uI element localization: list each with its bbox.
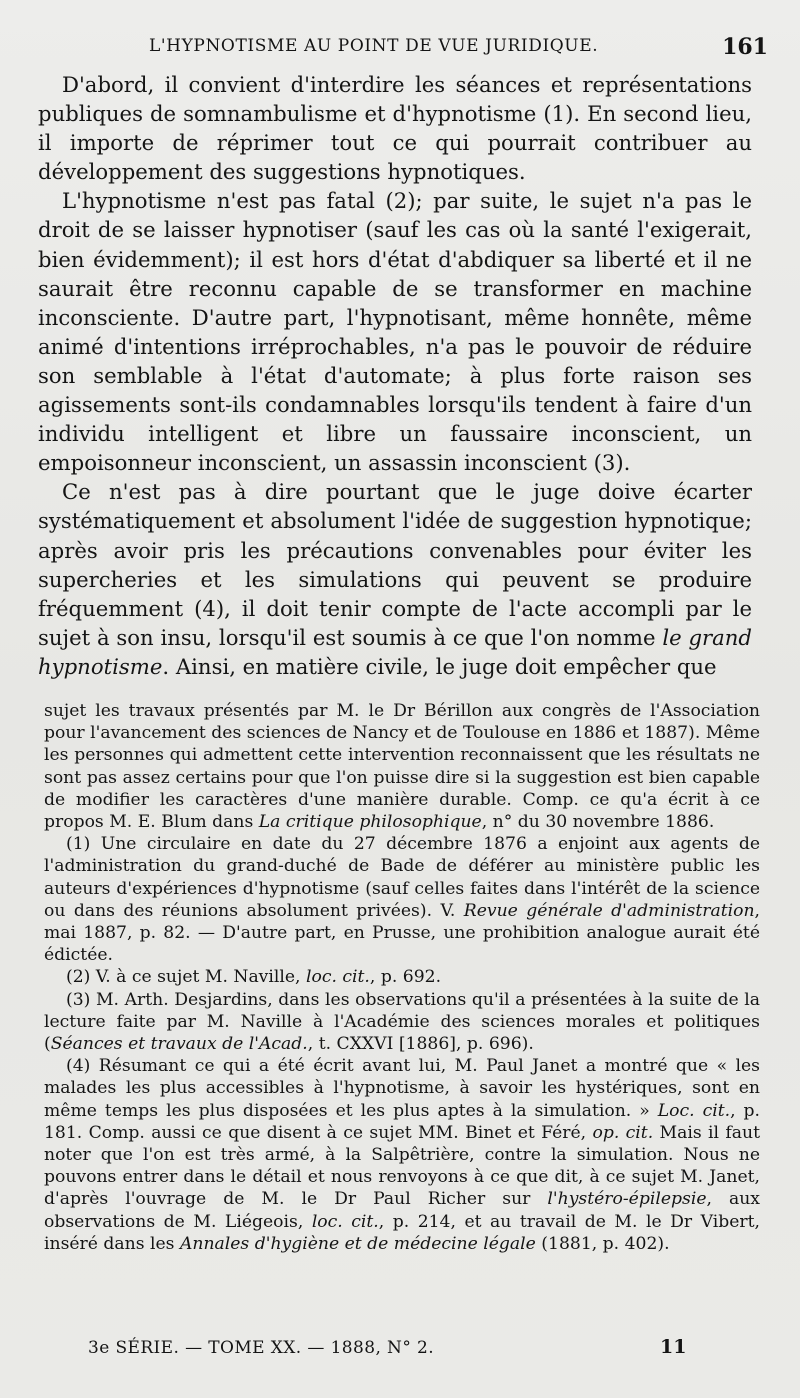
footnote-continued-italic: La critique philosophique <box>258 812 482 833</box>
footnote-4-italic-1: Loc. cit. <box>657 1100 731 1121</box>
footnote-1 <box>44 833 760 966</box>
footnote-1-italic: Revue générale d'administration <box>463 900 755 921</box>
footnote-4 <box>44 1055 760 1255</box>
footnote-2-text-b: , p. 692. <box>369 967 442 988</box>
footnote-continued <box>44 700 760 833</box>
footnote-4-text-f: (1881, p. 402). <box>535 1233 670 1254</box>
footnote-4-text-b: , p. 181. Comp. aussi ce que disent à ce sujet MM. Binet et Féré, <box>44 1100 760 1143</box>
footnote-3-text-b: , t. CXXVI [1886], p. 696). <box>307 1034 534 1055</box>
signature-mark: 11 <box>660 1336 687 1358</box>
main-text <box>38 70 752 681</box>
footnote-4-text-d: , aux observations de M. Liégeois, <box>44 1189 760 1232</box>
footnote-4-text-e: , p. 214, et au travail de M. le Dr Vibert, inséré dans les <box>44 1211 760 1254</box>
footnote-continued-text-a: sujet les travaux présentés par M. le Dr Bérillon aux congrès de l'Association pour l'avancement des sciences de Nancy et de Toulouse en 1886 et 1887). Même les personnes qui admettent cette intervention reconnaissent que les résultats ne sont pas assez certains pour que l'on puisse dire si la suggestion est bien capable de modifier les caractères d'une manière durable. Comp. ce qu'a écrit à ce propos M. E. Blum dans <box>44 701 760 833</box>
paragraph-3-italic: le grand hypnotisme <box>38 624 752 679</box>
paragraph-3-text-a: Ce n'est pas à dire pourtant que le juge doive écarter systématiquement et absolument l'idée de suggestion hypnotique; après avoir pris les précautions convenables pour éviter les supercheries et les simulations qui peuvent se produire fréquemment (4), il doit tenir compte de l'acte accompli par le sujet à son insu, lorsqu'il est soumis à ce que l'on nomme <box>38 479 752 650</box>
page-number: 161 <box>722 34 768 60</box>
footnote-4-text-c: Mais il faut noter que l'on est très armé, à la Salpêtrière, contre la simulation. Nous ne pouvons entrer dans le détail et nous renvoyons à ce que dit, à ce sujet M. Janet, d'après l'ouvrage de M. le Dr Paul Richer sur <box>44 1122 760 1210</box>
footnote-continued-text-b: , n° du 30 novembre 1886. <box>481 812 715 833</box>
footnote-3-text-a: (3) M. Arth. Desjardins, dans les observations qu'il a présentées à la suite de la lecture faite par M. Naville à l'Académie des sciences morales et politiques ( <box>44 989 760 1055</box>
footnote-2-text-a: (2) V. à ce sujet M. Naville, <box>66 967 306 988</box>
footnote-1-text-a: (1) Une circulaire en date du 27 décembre 1876 a enjoint aux agents de l'administration du grand-duché de Bade de déférer au ministère public les auteurs d'expériences d'hypnotisme (sauf celles faites dans l'intérêt de la science ou dans des réunions absolument privées). V. <box>44 834 760 921</box>
footnote-4-italic-3: l'hystéro-épilepsie <box>547 1189 707 1210</box>
footnote-2-italic: loc. cit. <box>306 967 370 988</box>
paragraph-3-text-b: . Ainsi, en matière civile, le juge doit empêcher que <box>162 653 717 679</box>
footnote-1-text-b: , mai 1887, p. 82. — D'autre part, en Prusse, une prohibition analogue aurait été édictée. <box>44 900 760 966</box>
footnote-2 <box>44 966 760 988</box>
footnote-4-italic-5: Annales d'hygiène et de médecine légale <box>179 1233 536 1254</box>
running-head <box>0 34 800 62</box>
paragraph-3 <box>38 477 752 681</box>
footnote-4-text-a: (4) Résumant ce qui a été écrit avant lui, M. Paul Janet a montré que « les malades les plus accessibles à l'hypnotisme, à savoir les hystériques, sont en même temps les plus disposées et les plus aptes à la simulation. » <box>44 1056 760 1121</box>
footnote-3 <box>44 989 760 1056</box>
running-title: L'HYPNOTISME AU POINT DE VUE JURIDIQUE. <box>149 36 599 56</box>
footnote-3-italic: Séances et travaux de l'Acad. <box>50 1034 308 1055</box>
footnote-4-italic-2: op. cit. <box>592 1122 654 1143</box>
paragraph-2: L'hypnotisme n'est pas fatal (2); par suite, le sujet n'a pas le droit de se laisser hypnotiser (sauf les cas où la santé l'exigerait, bien évidemment); il est hors d'état d'abdiquer sa liberté et il ne saurait être reconnu capable de se transformer en machine inconsciente. D'autre part, l'hypnotisant, même honnête, même animé d'intentions irréprochables, n'a pas le pouvoir de réduire son semblable à l'état d'automate; à plus forte raison ses agissements sont-ils condamnables lorsqu'ils tendent à faire d'un individu intelligent et libre un faussaire inconscient, un empoisonneur inconscient, un assassin inconscient (3). <box>38 188 752 476</box>
footnotes <box>44 700 760 1255</box>
paragraph-1: D'abord, il convient d'interdire les séances et représentations publiques de somnambulisme et d'hypnotisme (1). En second lieu, il importe de réprimer tout ce qui pourrait contribuer au développement des suggestions hypnotiques. <box>38 72 752 185</box>
series-line: 3e SÉRIE. — TOME XX. — 1888, N° 2. <box>88 1338 435 1358</box>
page-footer <box>0 1336 800 1366</box>
footnote-4-italic-4: loc. cit. <box>311 1211 379 1232</box>
